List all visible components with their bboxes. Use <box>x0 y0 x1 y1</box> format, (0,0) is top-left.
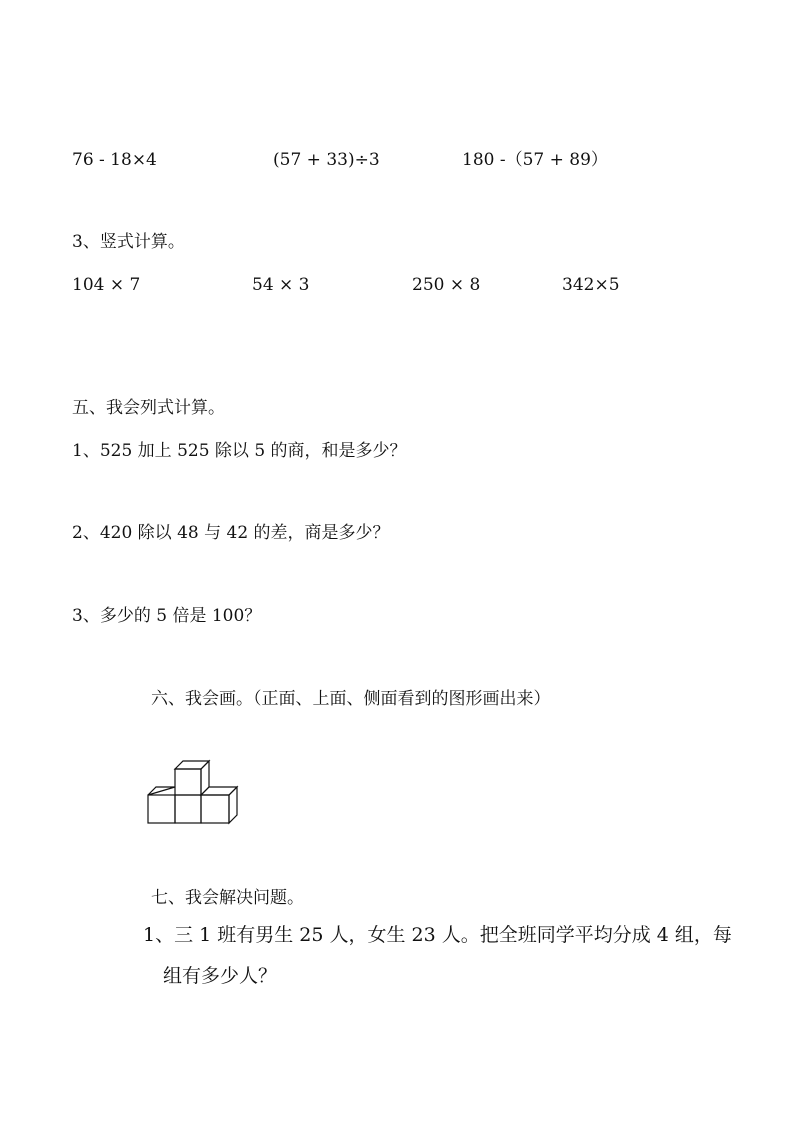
vertical-calc-3: 250 × 8 <box>412 275 481 295</box>
cube-bottom-right-topface <box>201 787 237 795</box>
problem-1-line-2: 组有多少人？ <box>163 965 278 987</box>
cube-bottom-right <box>201 795 229 823</box>
cube-top-side <box>201 761 209 795</box>
vertical-calc-2: 54 × 3 <box>252 275 310 295</box>
cube-bottom-left-topface <box>148 787 175 795</box>
section5-item-1: 1、525 加上 525 除以 5 的商，和是多少？ <box>72 441 407 461</box>
vertical-calc-1: 104 × 7 <box>72 275 141 295</box>
expression-2: (57 + 33)÷3 <box>273 150 380 170</box>
cube-bottom-left <box>148 795 175 823</box>
cube-top-front <box>175 769 201 795</box>
section5-item-3: 3、多少的 5 倍是 100？ <box>72 606 262 626</box>
expression-1: 76 - 18×4 <box>72 150 157 170</box>
cube-bottom-right-side <box>229 787 237 823</box>
section7-heading: 七、我会解决问题。 <box>151 888 304 908</box>
section5-item-2: 2、420 除以 48 与 42 的差，商是多少？ <box>72 523 390 543</box>
section6-heading: 六、我会画。（正面、上面、侧面看到的图形画出来） <box>151 689 551 709</box>
cube-top-topface <box>175 761 209 769</box>
vertical-calc-heading: 3、竖式计算。 <box>72 232 185 252</box>
vertical-calc-4: 342×5 <box>562 275 620 295</box>
expression-3: 180 -（57 + 89） <box>462 150 608 170</box>
cube-stack-figure <box>140 752 244 828</box>
cube-bottom-middle <box>175 795 201 823</box>
section5-heading: 五、我会列式计算。 <box>72 398 225 418</box>
problem-1-line-1: 1、三 1 班有男生 25 人，女生 23 人。把全班同学平均分成 4 组，每 <box>143 924 732 946</box>
